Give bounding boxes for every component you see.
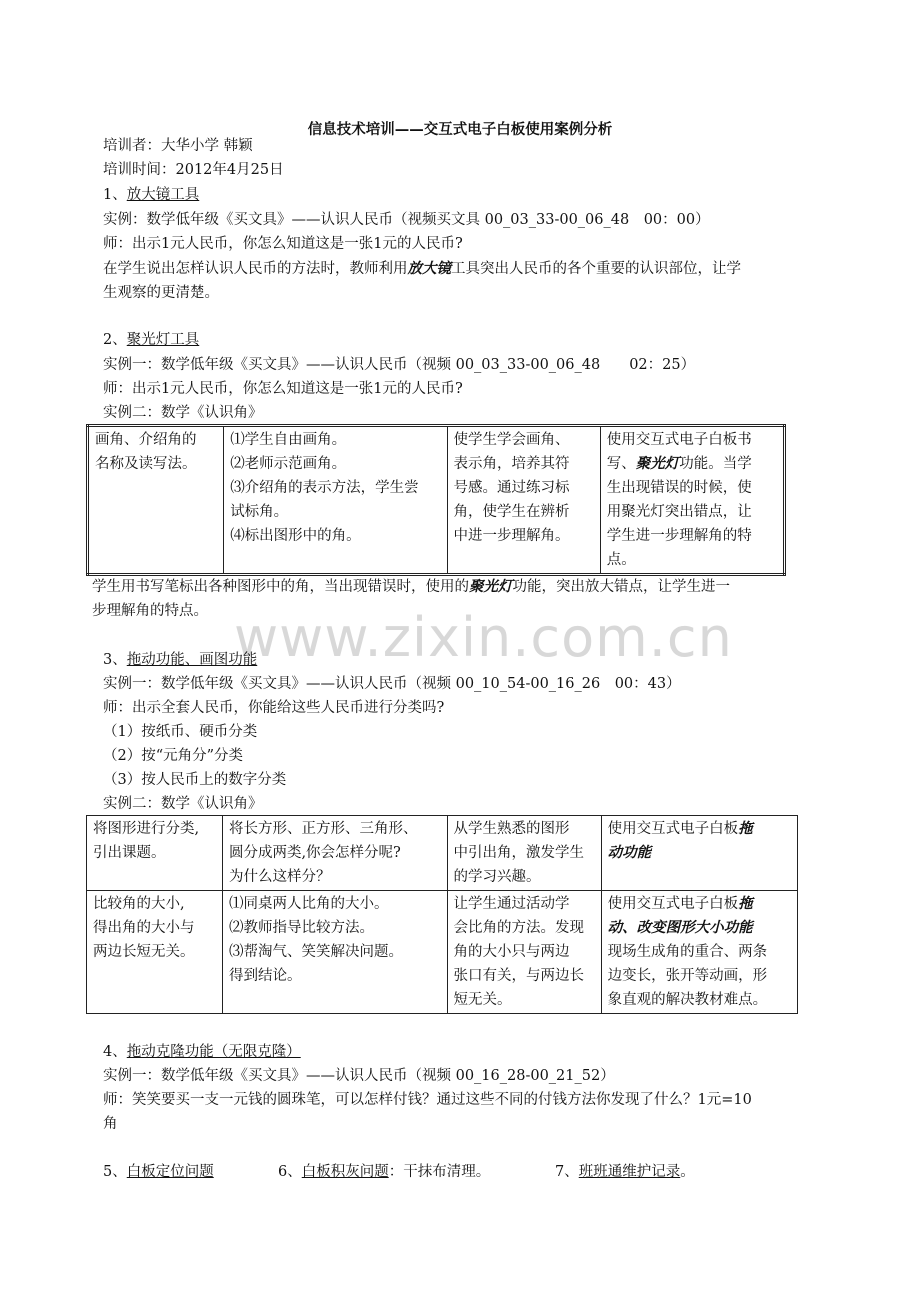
s2-teacher: 师：出示1元人民币，你怎么知道这是一张1元的人民币? [103, 381, 463, 397]
cell-line: 让学生通过活动学 [453, 896, 570, 912]
text-run: 学生用书写笔标出各种图形中的角，当出现错误时，使用的 [92, 579, 469, 595]
emphasis-text: 动、改变图形大小功能 [607, 920, 753, 936]
text-run: 写、 [606, 456, 636, 472]
cell-line: 得到结论。 [228, 968, 302, 984]
cell-line: 试标角。 [230, 504, 289, 520]
cell-line: 从学生熟悉的图形 [453, 821, 570, 837]
cell-line: 使学生学会画角、 [453, 432, 570, 448]
document-title: 信息技术培训——交互式电子白板使用案例分析 [307, 122, 613, 138]
cell-line: ⑴学生自由画角。 [230, 432, 347, 448]
lesson-table-2 [86, 815, 798, 1014]
section-number: 1、 [103, 187, 127, 203]
cell-line: ⑷标出图形中的角。 [230, 528, 361, 544]
text-run: 在学生说出怎样认识人民币的方法时，教师利用 [103, 261, 408, 277]
emphasis-text: 放大镜 [407, 261, 451, 277]
section-number: 6、 [278, 1164, 302, 1180]
cell-line: ⑵老师示范画角。 [230, 456, 347, 472]
table-cell [601, 891, 797, 1014]
lesson-table-1 [86, 424, 786, 576]
s2-after-line2: 步理解角的特点。 [92, 603, 208, 619]
cell-line: 名称及读写法。 [95, 456, 197, 472]
cell-line: 圆分成两类,你会怎样分呢? [228, 845, 401, 861]
section-4-heading [103, 1042, 301, 1062]
section-7-heading [555, 1162, 695, 1182]
emphasis-text: 聚光灯 [635, 456, 680, 472]
section-title: 白板积灰问题 [301, 1164, 389, 1180]
s4-teacher-cont: 角 [103, 1116, 118, 1132]
table-cell [88, 426, 224, 575]
cell-line: 边变长，张开等动画，形 [607, 968, 768, 984]
table-cell [600, 426, 784, 575]
cell-line: 的学习兴趣。 [453, 869, 541, 885]
table-cell [601, 816, 797, 891]
text-run: 工具突出人民币的各个重要的认识部位，让学 [451, 261, 741, 277]
table-cell [447, 816, 601, 891]
section-1-heading [103, 185, 199, 205]
cell-line [608, 817, 791, 841]
text-run: 功能，突出放大错点，让学生进一 [512, 579, 730, 595]
table-cell [447, 891, 601, 1014]
cell-line: 将长方形、正方形、三角形、 [228, 821, 418, 837]
cell-line: 使用交互式电子白板书 [606, 432, 752, 448]
cell-line: 号感。通过练习标 [453, 480, 570, 496]
s4-teacher: 师：笑笑要买一支一元钱的圆珠笔，可以怎样付钱？通过这些不同的付钱方法你发现了什么？1元=10 [103, 1092, 752, 1108]
section-title: 白板定位问题 [126, 1164, 214, 1180]
cell-line: 角的大小只与两边 [453, 944, 570, 960]
emphasis-text: 拖 [738, 821, 753, 837]
section-6-heading [278, 1162, 490, 1182]
s3-example-1: 实例一：数学低年级《买文具》——认识人民币（视频 00_10_54-00_16_26 00：43） [103, 676, 681, 692]
s3-teacher: 师：出示全套人民币，你能给这些人民币进行分类吗? [103, 700, 445, 716]
cell-line: 引出课题。 [93, 845, 166, 861]
cell-line: 中引出角，激发学生 [453, 845, 585, 861]
section-5-heading [103, 1162, 214, 1182]
s3-item-1: （1）按纸币、硬币分类 [103, 724, 258, 740]
s2-example-2: 实例二：数学《认识角》 [103, 405, 263, 421]
cell-line: 用聚光灯突出错点，让 [606, 504, 752, 520]
s1-paragraph-line2: 生观察的更清楚。 [103, 285, 219, 301]
table-row [87, 891, 798, 1014]
table-cell [447, 426, 600, 575]
s1-example: 实例：数学低年级《买文具》——认识人民币（视频买文具 00_03_33-00_06_48 00：00） [103, 212, 710, 228]
section-title: 放大镜工具 [126, 187, 200, 203]
cell-line [608, 892, 791, 916]
text-run: ：干抹布清理。 [388, 1164, 491, 1180]
s3-item-3: （3）按人民币上的数字分类 [103, 772, 287, 788]
table-row [87, 816, 798, 891]
s3-example-2: 实例二：数学《认识角》 [103, 796, 263, 812]
cell-line: 角，使学生在辨析 [453, 504, 570, 520]
cell-line: 得出角的大小与 [93, 920, 195, 936]
table-cell [222, 891, 447, 1014]
table-cell [87, 891, 223, 1014]
table-cell [87, 816, 223, 891]
cell-line: ⑴同桌两人比角的大小。 [228, 896, 389, 912]
text-run: 功能。当学 [679, 456, 752, 472]
cell-line: 会比角的方法。发现 [453, 920, 585, 936]
section-title: 班班通维护记录 [578, 1164, 681, 1180]
cell-line: 短无关。 [453, 992, 512, 1008]
text-run: 使用交互式电子白板 [607, 896, 739, 912]
section-number: 5、 [103, 1164, 127, 1180]
cell-line: 表示角，培养其符 [453, 456, 570, 472]
emphasis-text: 动功能 [607, 845, 652, 861]
cell-line: 将图形进行分类, [93, 821, 200, 837]
cell-line: 点。 [606, 552, 636, 568]
section-title: 拖动克隆功能（无限克隆） [126, 1044, 301, 1060]
table-cell [222, 816, 447, 891]
s3-item-2: （2）按“元角分”分类 [103, 748, 244, 764]
cell-line: 象直观的解决教材难点。 [607, 992, 768, 1008]
cell-line: ⑵教师指导比较方法。 [228, 920, 374, 936]
section-3-heading [103, 650, 257, 670]
cell-line: 现场生成角的重合、两条 [607, 944, 768, 960]
section-number: 3、 [103, 652, 127, 668]
s1-teacher: 师：出示1元人民币，你怎么知道这是一张1元的人民币? [103, 236, 463, 252]
train-time-line: 培训时间：2012年4月25日 [103, 162, 284, 178]
section-title: 聚光灯工具 [126, 332, 200, 348]
s2-after-line1 [92, 577, 730, 597]
cell-line: 两边长短无关。 [93, 944, 195, 960]
s2-example-1: 实例一：数学低年级《买文具》——认识人民币（视频 00_03_33-00_06_48 02：25） [103, 357, 696, 373]
cell-line: ⑶帮淘气、笑笑解决问题。 [228, 944, 403, 960]
text-run: 使用交互式电子白板 [607, 821, 739, 837]
cell-line: 张口有关，与两边长 [453, 968, 585, 984]
section-number: 2、 [103, 332, 127, 348]
emphasis-text: 拖 [738, 896, 753, 912]
section-number: 7、 [555, 1164, 579, 1180]
cell-line [607, 452, 777, 476]
section-title: 拖动功能、画图功能 [126, 652, 258, 668]
s1-paragraph-line1 [103, 259, 741, 279]
table-row [88, 426, 785, 575]
cell-line: 为什么这样分？ [228, 869, 331, 885]
trainer-line: 培训者：大华小学 韩颖 [103, 138, 253, 154]
cell-line: 画角、介绍角的 [95, 432, 197, 448]
text-run: 。 [680, 1164, 695, 1180]
cell-line: 比较角的大小, [93, 896, 185, 912]
table-cell [224, 426, 447, 575]
s4-example-1: 实例一：数学低年级《买文具》——认识人民币（视频 00_16_28-00_21_52） [103, 1068, 615, 1084]
cell-line: 生出现错误的时候，使 [606, 480, 752, 496]
emphasis-text: 聚光灯 [469, 579, 513, 595]
watermark: www.zixin.com.cn [234, 606, 733, 669]
section-2-heading [103, 330, 199, 350]
cell-line: 学生进一步理解角的特 [606, 528, 752, 544]
section-number: 4、 [103, 1044, 127, 1060]
cell-line: ⑶介绍角的表示方法，学生尝 [230, 480, 419, 496]
cell-line: 中进一步理解角。 [453, 528, 570, 544]
